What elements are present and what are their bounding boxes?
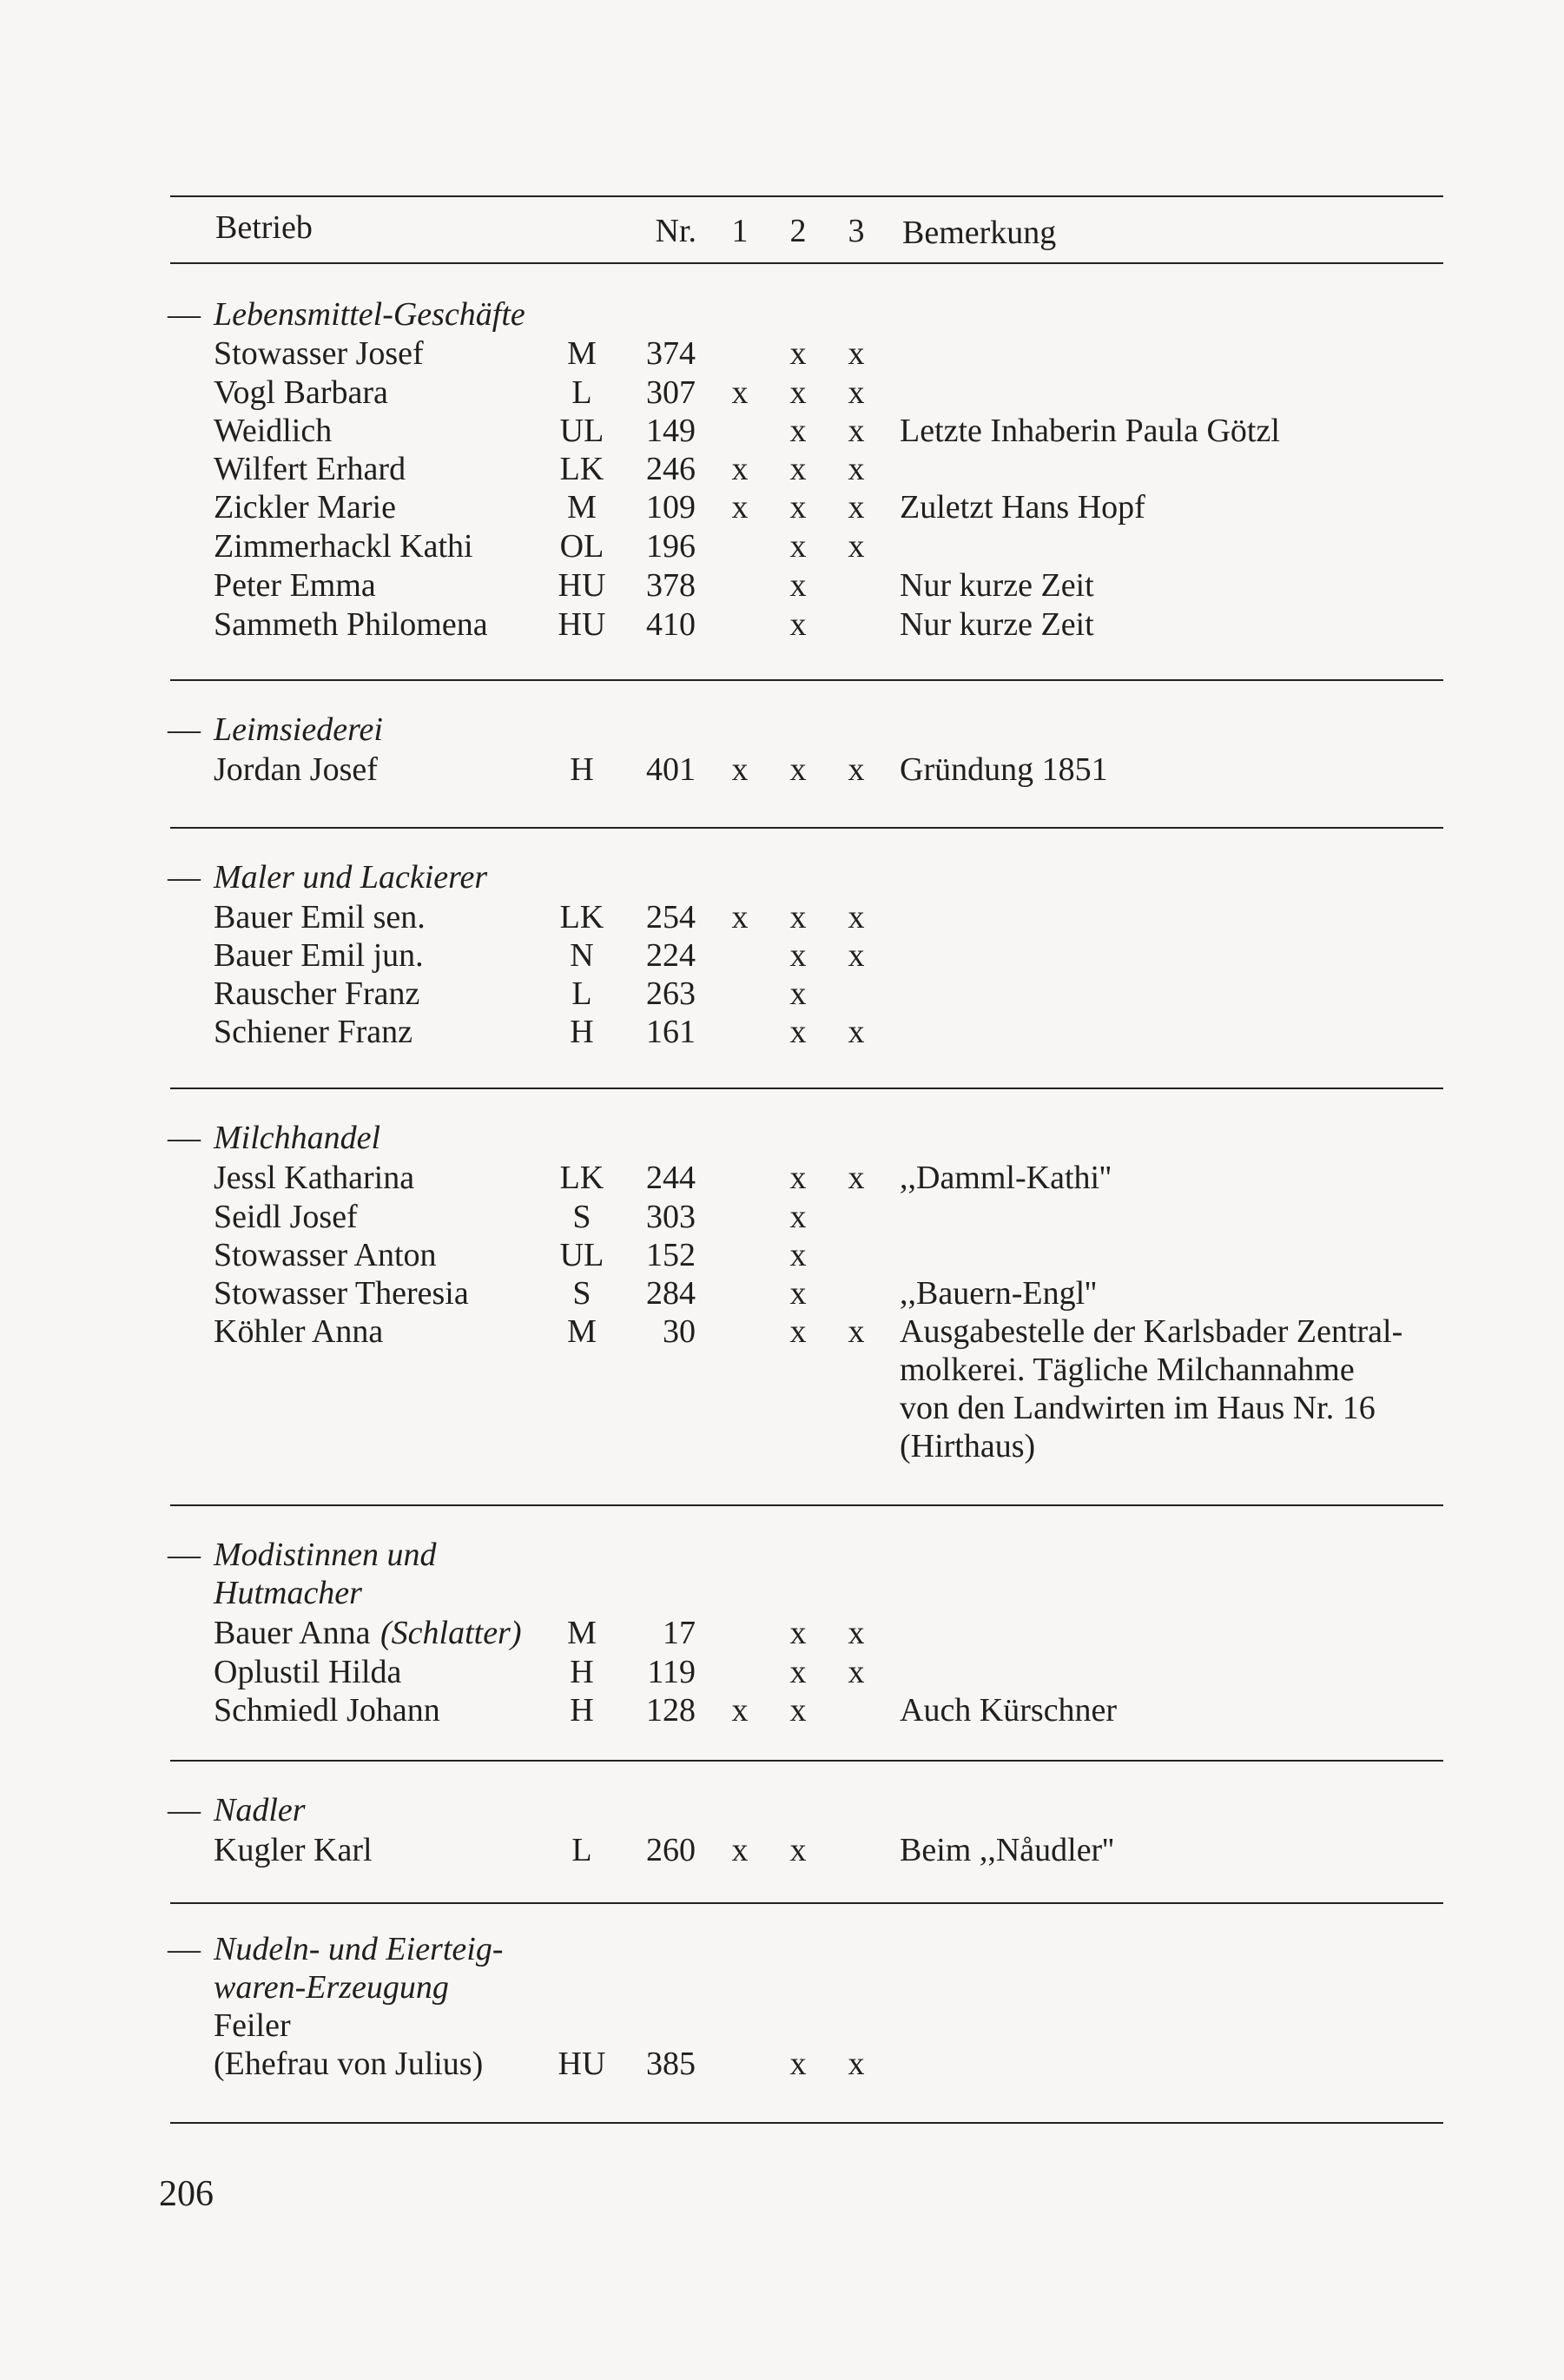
entry-col-3-mark: x [848,1313,865,1350]
entry-house-number: 119 [647,1654,696,1690]
entry-col-3-mark: x [848,528,865,565]
entry-location: L [571,975,592,1012]
section-title: Nudeln- und Eierteig- [214,1931,504,1967]
entry-name: Stowasser Anton [214,1237,437,1273]
entry-name: Oplustil Hilda [214,1654,402,1690]
entry-col-3-mark: x [848,489,865,526]
header-nr: Nr. [655,213,696,249]
entry-remark: (Hirthaus) [900,1428,1036,1464]
entry-col-2-mark: x [789,1313,807,1350]
entry-remark: molkerei. Tägliche Milchannahme [900,1352,1355,1388]
entry-col-2-mark: x [789,2046,807,2082]
entry-name: Wilfert Erhard [214,451,406,487]
entry-house-number: 149 [646,413,696,449]
entry-col-3-mark: x [848,937,865,974]
entry-remark: Beim ,,Nåudler'' [900,1832,1114,1868]
section-title: Lebensmittel-Geschäfte [214,296,525,333]
section-dash: — [168,1120,201,1156]
entry-remark: ,,Damml-Kathi'' [900,1160,1112,1196]
section-divider-rule [170,2122,1443,2124]
entry-location: L [571,374,592,411]
entry-name: Rauscher Franz [214,975,420,1012]
entry-location: H [570,1692,594,1729]
entry-location: M [567,489,597,526]
entry-col-3-mark: x [848,751,865,788]
entry-location: L [571,1832,592,1868]
entry-col-2-mark: x [789,1160,807,1196]
entry-col-3-mark: x [848,374,865,411]
section-divider-rule [170,827,1443,829]
header-bemerkung: Bemerkung [902,215,1057,251]
entry-name: Kugler Karl [214,1832,373,1868]
entry-col-2-mark: x [789,489,807,526]
entry-house-number: 307 [646,374,696,411]
entry-col-1-mark: x [731,451,749,487]
entry-col-3-mark: x [848,2046,865,2082]
entry-name: Zimmerhackl Kathi [214,528,473,565]
section-dash: — [168,1537,201,1573]
entry-location: HU [558,2046,606,2082]
entry-name: Stowasser Theresia [214,1275,469,1312]
entry-col-2-mark: x [789,374,807,411]
section-divider-rule [170,1088,1443,1089]
entry-location: OL [559,528,604,565]
entry-location: H [570,1014,594,1050]
entry-col-1-mark: x [731,899,749,935]
entry-remark: Auch Kürschner [900,1692,1118,1729]
section-title: waren-Erzeugung [214,1969,449,2006]
section-divider-rule [170,1504,1443,1506]
section-divider-rule [170,1760,1443,1762]
entry-col-1-mark: x [731,1692,749,1729]
entry-remark: Gründung 1851 [900,751,1108,788]
entry-name: Bauer Anna [214,1615,371,1651]
entry-location: M [567,335,597,372]
entry-house-number: 263 [646,975,696,1012]
entry-location: S [572,1199,591,1235]
entry-house-number: 128 [646,1692,696,1729]
section-title: Maler und Lackierer [214,859,488,896]
entry-name: Peter Emma [214,567,376,604]
entry-house-number: 244 [646,1160,696,1196]
entry-house-number: 284 [646,1275,696,1312]
entry-col-3-mark: x [848,1615,865,1651]
entry-remark: von den Landwirten im Haus Nr. 16 [900,1390,1376,1426]
entry-col-2-mark: x [789,1654,807,1690]
entry-house-number: 374 [646,335,696,372]
entry-house-number: 401 [646,751,696,788]
entry-col-2-mark: x [789,606,807,643]
section-title: Milchhandel [214,1120,381,1156]
entry-house-number: 161 [646,1014,696,1050]
entry-name-note: (Schlatter) [380,1615,522,1651]
entry-col-2-mark: x [789,937,807,974]
entry-location: LK [559,451,604,487]
entry-name: Seidl Josef [214,1199,358,1235]
entry-col-2-mark: x [789,335,807,372]
entry-house-number: 246 [646,451,696,487]
entry-name: Bauer Emil jun. [214,937,424,974]
table-top-rule [170,195,1443,197]
section-dash: — [168,711,201,748]
entry-col-3-mark: x [848,335,865,372]
entry-location: M [567,1313,597,1350]
entry-location: M [567,1615,597,1651]
section-dash: — [168,859,201,896]
entry-remark: Ausgabestelle der Karlsbader Zentral- [900,1313,1403,1350]
section-dash: — [168,1931,201,1967]
entry-col-1-mark: x [731,374,749,411]
entry-col-2-mark: x [789,413,807,449]
section-title: Modistinnen und [214,1537,437,1573]
entry-location: S [572,1275,591,1312]
entry-col-2-mark: x [789,1832,807,1868]
entry-house-number: 196 [646,528,696,565]
entry-location: LK [559,1160,604,1196]
page-number: 206 [159,2174,214,2214]
entry-house-number: 254 [646,899,696,935]
entry-house-number: 224 [646,937,696,974]
entry-col-1-mark: x [731,1832,749,1868]
entry-house-number: 410 [646,606,696,643]
entry-house-number: 109 [646,489,696,526]
entry-name: Stowasser Josef [214,335,424,372]
entry-name: Schiener Franz [214,1014,412,1050]
entry-col-2-mark: x [789,1615,807,1651]
entry-house-number: 260 [646,1832,696,1868]
entry-name: Feiler [214,2007,291,2044]
entry-house-number: 303 [646,1199,696,1235]
header-col-1: 1 [731,213,749,249]
entry-name: Sammeth Philomena [214,606,488,643]
entry-name: Bauer Emil sen. [214,899,426,935]
entry-col-2-mark: x [789,1199,807,1235]
section-divider-rule [170,1902,1443,1904]
entry-name: Köhler Anna [214,1313,384,1350]
header-bottom-rule [170,262,1443,264]
entry-remark: Zuletzt Hans Hopf [900,489,1145,526]
entry-house-number: 378 [646,567,696,604]
entry-col-1-mark: x [731,751,749,788]
entry-col-2-mark: x [789,451,807,487]
section-dash: — [168,1792,201,1828]
entry-name: Schmiedl Johann [214,1692,440,1729]
entry-col-1-mark: x [731,489,749,526]
entry-col-2-mark: x [789,1237,807,1273]
entry-remark: Nur kurze Zeit [900,567,1094,604]
section-title: Leimsiederei [214,711,383,748]
entry-location: HU [558,567,606,604]
entry-col-2-mark: x [789,1275,807,1312]
entry-col-2-mark: x [789,1014,807,1050]
section-dash: — [168,296,201,333]
entry-col-2-mark: x [789,899,807,935]
section-divider-rule [170,679,1443,681]
header-col-3: 3 [848,213,865,249]
entry-col-2-mark: x [789,975,807,1012]
header-col-2: 2 [789,213,807,249]
entry-location: UL [559,1237,604,1273]
section-title: Nadler [214,1792,306,1828]
entry-location: UL [559,413,604,449]
entry-location: N [570,937,594,974]
entry-col-2-mark: x [789,567,807,604]
entry-name: Jordan Josef [214,751,378,788]
entry-location: HU [558,606,606,643]
entry-col-2-mark: x [789,1692,807,1729]
entry-col-2-mark: x [789,751,807,788]
entry-col-3-mark: x [848,451,865,487]
entry-house-number: 385 [646,2046,696,2082]
entry-location: H [570,751,594,788]
entry-col-2-mark: x [789,528,807,565]
entry-remark: Letzte Inhaberin Paula Götzl [900,413,1280,449]
entry-house-number: 30 [663,1313,696,1350]
entry-col-3-mark: x [848,413,865,449]
entry-remark: Nur kurze Zeit [900,606,1094,643]
entry-col-3-mark: x [848,1014,865,1050]
entry-house-number: 152 [646,1237,696,1273]
entry-location: H [570,1654,594,1690]
section-title: Hutmacher [214,1575,362,1611]
entry-col-3-mark: x [848,899,865,935]
entry-remark: ,,Bauern-Engl'' [900,1275,1097,1312]
entry-house-number: 17 [663,1615,696,1651]
entry-name: Zickler Marie [214,489,396,526]
entry-name: Vogl Barbara [214,374,388,411]
entry-name: Weidlich [214,413,333,449]
entry-name: (Ehefrau von Julius) [214,2046,484,2082]
entry-col-3-mark: x [848,1160,865,1196]
header-betrieb: Betrieb [215,209,313,246]
entry-location: LK [559,899,604,935]
entry-name: Jessl Katharina [214,1160,415,1196]
entry-col-3-mark: x [848,1654,865,1690]
